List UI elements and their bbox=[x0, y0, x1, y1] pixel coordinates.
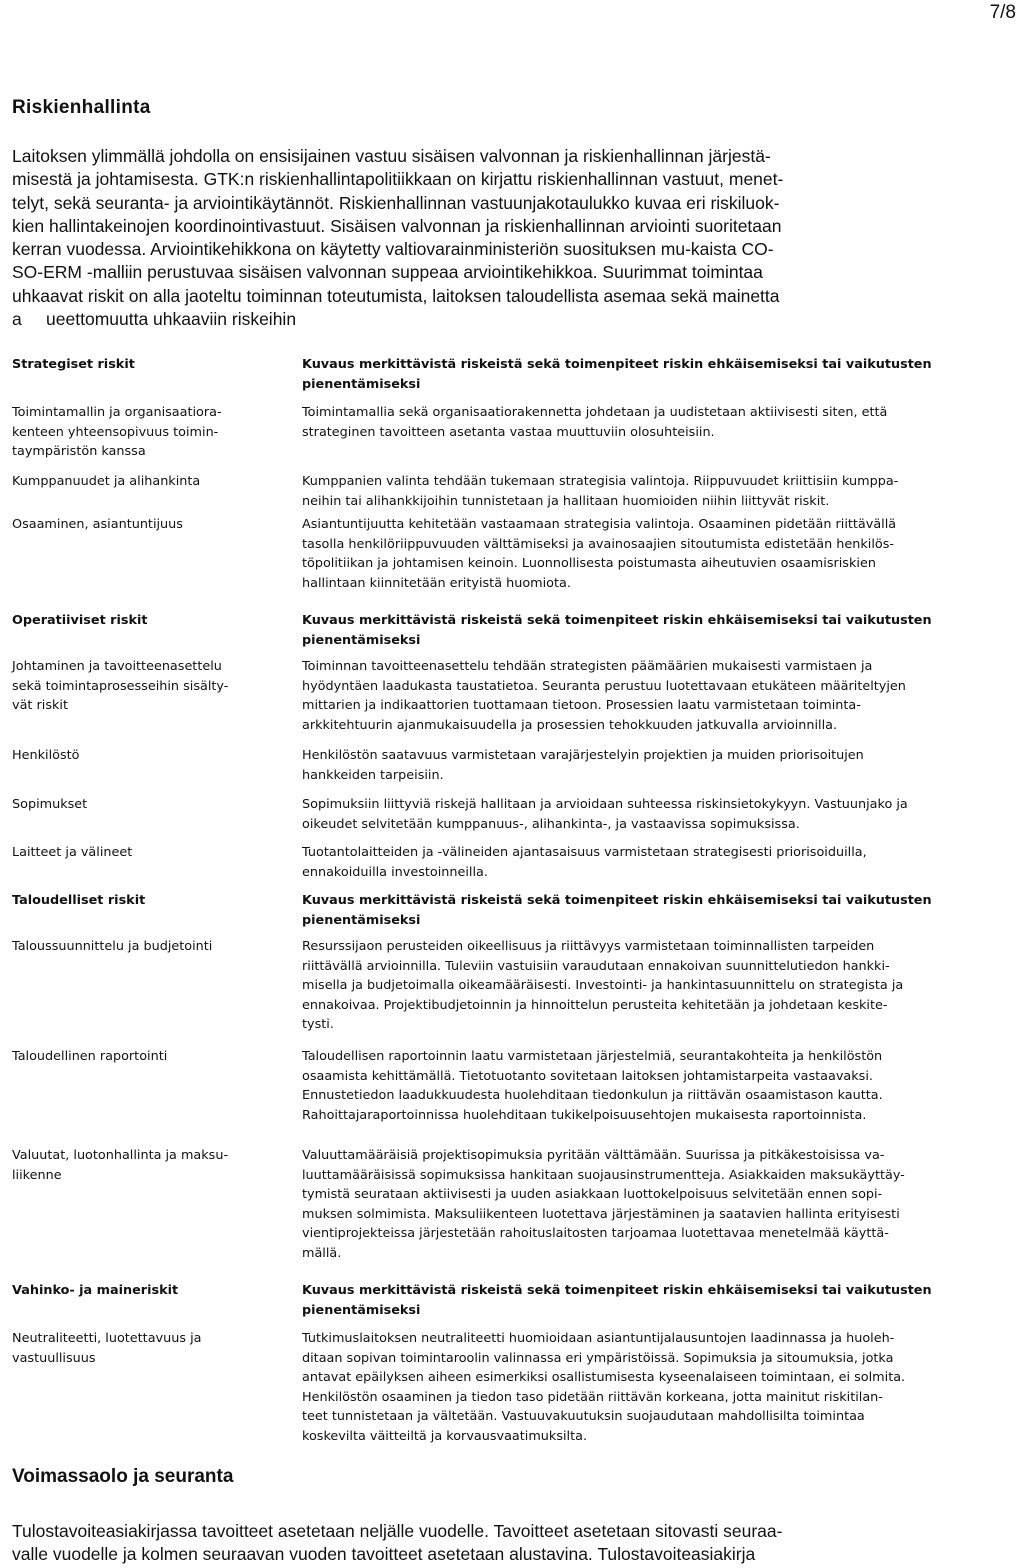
risk-description-line: koskevilta väitteiltä ja korvausvaatimuksilta. bbox=[302, 1428, 588, 1444]
intro-line: uhkaavat riskit on alla jaoteltu toiminnan toteutumista, laitoksen taloudellista asemaa sekä mainetta bbox=[12, 285, 780, 306]
risk-name-line: Valuutat, luotonhallinta ja maksu- bbox=[12, 1148, 229, 1163]
risk-description bbox=[302, 472, 1018, 511]
risk-description-line: osaamista kehittämällä. Tietotuotanto sovitetaan laitoksen johtamistarpeita vastaavaksi. bbox=[302, 1068, 873, 1084]
risk-name-line: Henkilöstö bbox=[12, 748, 80, 763]
risk-description-line: hankkeiden tarpeisiin. bbox=[302, 767, 444, 783]
risk-description-heading bbox=[302, 891, 1018, 930]
risk-description-line: pienentämiseksi bbox=[302, 1302, 421, 1318]
risk-description-line: Kuvaus merkittävistä riskeistä sekä toimenpiteet riskin ehkäisemiseksi tai vaikutusten bbox=[302, 357, 932, 372]
risk-name bbox=[12, 937, 282, 957]
risk-name-line: Taloudelliset riskit bbox=[12, 893, 146, 908]
risk-name bbox=[12, 403, 282, 462]
risk-description-line: riittävällä arvioinnilla. Tuleviin vastuisiin varaudutaan ennakoivan suunnittelutiedon hankki- bbox=[302, 958, 890, 974]
risk-description bbox=[302, 1047, 1018, 1125]
risk-name bbox=[12, 1047, 282, 1067]
risk-description-line: Toiminnan tavoitteenasettelu tehdään strategisten päämäärien mukaisesti varmistaen ja bbox=[302, 659, 873, 674]
risk-name-line: vastuullisuus bbox=[12, 1350, 96, 1366]
risk-description-line: neihin tai alihankkijoihin tunnistetaan ja hallitaan huomioiden niihin liittyvät riskit. bbox=[302, 493, 830, 509]
risk-description bbox=[302, 403, 1018, 442]
intro-paragraph bbox=[12, 145, 1012, 331]
risk-description-line: mittarien ja indikaattorien tuottamaan tietoon. Prosessien laatu varmistetaan toiminta- bbox=[302, 698, 861, 713]
risk-name-line: vät riskit bbox=[12, 698, 68, 713]
risk-name bbox=[12, 1146, 282, 1185]
intro-line: misestä ja johtamisesta. GTK:n riskienhallintapolitiikkaan on kirjattu riskienhallinnan vastuut, menet- bbox=[12, 169, 784, 190]
risk-name bbox=[12, 795, 282, 815]
intro-line: kien hallintakeinojen koordinointivastuut. Sisäisen valvonnan ja riskienhallinnan arviointi suoritetaan bbox=[12, 215, 782, 236]
risk-category-heading bbox=[12, 611, 282, 631]
risk-description-line: Valuuttamääräisiä projektisopimuksia pyritään välttämään. Suurissa ja pitkäkestoisissa va- bbox=[302, 1148, 885, 1163]
page-number: 7/8 bbox=[989, 2, 1016, 23]
risk-description-line: tymistä seurataan aktiivisesti ja uuden asiakkaan luottokelpoisuus selvitetään ennen sopi- bbox=[302, 1187, 883, 1202]
risk-description-line: Kuvaus merkittävistä riskeistä sekä toimenpiteet riskin ehkäisemiseksi tai vaikutusten bbox=[302, 1283, 932, 1298]
risk-category-heading bbox=[12, 355, 282, 375]
risk-name-line: Vahinko- ja maineriskit bbox=[12, 1283, 179, 1298]
risk-name-line: kenteen yhteensopivuus toimin- bbox=[12, 424, 219, 440]
risk-description-line: pienentämiseksi bbox=[302, 376, 421, 392]
risk-description bbox=[302, 937, 1018, 1035]
risk-description-line: Kuvaus merkittävistä riskeistä sekä toimenpiteet riskin ehkäisemiseksi tai vaikutusten bbox=[302, 893, 932, 908]
risk-name-line: Taloudellinen raportointi bbox=[12, 1049, 168, 1064]
risk-description-heading bbox=[302, 611, 1018, 650]
risk-description-line: tysti. bbox=[302, 1017, 334, 1032]
risk-description-line: Tutkimuslaitoksen neutraliteetti huomioidaan asiantuntijalausuntojen laadinnassa ja huoleh- bbox=[302, 1331, 895, 1346]
risk-description-line: vientiprojekteissa järjestetään rahoituslaitosten tarjoamaa luotettavaa menetelmää käyttä- bbox=[302, 1226, 889, 1241]
risk-description-line: mällä. bbox=[302, 1245, 342, 1261]
risk-description-line: ennakoivaa. Projektibudjetoinnin ja hinnoittelun perusteita kehitetään ja johdetaan keskite- bbox=[302, 997, 888, 1013]
risk-name-line: Sopimukset bbox=[12, 797, 88, 812]
risk-description-line: Sopimuksiin liittyviä riskejä hallitaan ja arvioidaan suhteessa riskinsietokykyyn. Vastuunjako ja bbox=[302, 797, 908, 812]
risk-description-line: töpolitiikan ja johtamisen keinoin. Luonnollisesta poistumasta aiheutuvien osaamisriskien bbox=[302, 556, 876, 571]
section-title: Riskienhallinta bbox=[12, 97, 151, 118]
risk-description-line: pienentämiseksi bbox=[302, 912, 421, 928]
risk-name-line: Neutraliteetti, luotettavuus ja bbox=[12, 1331, 202, 1346]
risk-description bbox=[302, 1146, 1018, 1263]
risk-description bbox=[302, 746, 1018, 785]
risk-description-line: teet tunnistetaan ja vältetään. Vastuuvakuutuksin suojaudutaan mahdollisilta toimintaa bbox=[302, 1409, 865, 1424]
risk-description-line: tasolla henkilöriippuvuuden välttämiseksi ja avainosaajien sitoutumista edistetään henkilös- bbox=[302, 536, 894, 552]
risk-description bbox=[302, 657, 1018, 735]
risk-description-heading bbox=[302, 355, 1018, 394]
risk-description-line: Henkilöstön osaaminen ja tiedon taso pidetään riittävän korkeana, jotta mainitut riskitilan- bbox=[302, 1389, 883, 1405]
intro-line: a ueettomuutta uhkaaviin riskeihin bbox=[12, 309, 297, 330]
intro-line: telyt, sekä seuranta- ja arviointikäytännöt. Riskienhallinnan vastuunjakotaulukko kuvaa eri riskiluok- bbox=[12, 192, 780, 213]
risk-category-heading bbox=[12, 1281, 282, 1301]
risk-description-line: Ennustetiedon laadukkuudesta huolehditaan tiedonkulun ja riittävän osaamistason kautta. bbox=[302, 1088, 883, 1103]
risk-name-line: Johtaminen ja tavoitteenasettelu bbox=[12, 659, 222, 674]
risk-description-line: Kumppanien valinta tehdään tukemaan strategisia valintoja. Riippuvuudet kriittisiin kumppa- bbox=[302, 474, 899, 489]
risk-description-line: ditaan sopivan toimintaroolin valinnassa eri ympäristöissä. Sopimuksia ja sitoumuksia, jotka bbox=[302, 1350, 894, 1366]
risk-description-line: Tuotantolaitteiden ja -välineiden ajantasaisuus varmistetaan strategisesti priorisoiduilla, bbox=[302, 845, 867, 860]
risk-description-line: hyödyntäen laadukasta taustatietoa. Seuranta perustuu luotettavaan etukäteen määriteltyjen bbox=[302, 678, 906, 694]
risk-description-line: Taloudellisen raportoinnin laatu varmistetaan järjestelmiä, seurantakohteita ja henkilöstön bbox=[302, 1049, 883, 1064]
risk-name-line: Laitteet ja välineet bbox=[12, 845, 133, 860]
risk-name-line: Toimintamallin ja organisaatiora- bbox=[12, 405, 222, 420]
risk-description bbox=[302, 1329, 1018, 1446]
outro-paragraph bbox=[12, 1520, 1012, 1567]
risk-description-line: arkkitehtuurin ajanmukaisuudella ja prosessien tehokkuuden jatkuvalla arvioinnilla. bbox=[302, 717, 838, 733]
risk-name-line: Strategiset riskit bbox=[12, 357, 135, 372]
risk-description-line: misella ja budjetoimalla oikeamääräisesti. Investointi- ja hankintasuunnittelu on strategista ja bbox=[302, 978, 904, 993]
intro-line: kerran vuodessa. Arviointikehikkona on käytetty valtiovarainministeriön suosituksen mu-kaista CO- bbox=[12, 239, 774, 260]
risk-name bbox=[12, 472, 282, 492]
risk-description-line: hallintaan kiinnitetään erityistä huomiota. bbox=[302, 575, 571, 591]
risk-description-line: antavat epäilyksen aiheen esimerkiksi osallistumisesta kyseenalaiseen toimintaan, ei solmita. bbox=[302, 1370, 906, 1385]
risk-name-line: Kumppanuudet ja alihankinta bbox=[12, 474, 201, 489]
risk-name bbox=[12, 515, 282, 535]
risk-description-line: Kuvaus merkittävistä riskeistä sekä toimenpiteet riskin ehkäisemiseksi tai vaikutusten bbox=[302, 613, 932, 628]
risk-name bbox=[12, 843, 282, 863]
risk-description-line: Henkilöstön saatavuus varmistetaan varajärjestelyin projektien ja muiden priorisoitujen bbox=[302, 748, 864, 763]
risk-name-line: sekä toimintaprosesseihin sisälty- bbox=[12, 678, 229, 694]
risk-name-line: Osaaminen, asiantuntijuus bbox=[12, 517, 183, 532]
risk-description-line: pienentämiseksi bbox=[302, 632, 421, 648]
risk-description-line: luuttamääräisissä sopimuksissa hankitaan suojausinstrumentteja. Asiakkaiden maksukäyttäy- bbox=[302, 1167, 905, 1183]
outro-line: valle vuodelle ja kolmen seuraavan vuoden tavoitteet asetetaan alustavina. Tulostavoiteasiakirja bbox=[12, 1544, 756, 1565]
risk-name-line: liikenne bbox=[12, 1167, 62, 1183]
risk-description-line: Toimintamallia sekä organisaatiorakennetta johdetaan ja uudistetaan aktiivisesti siten, että bbox=[302, 405, 888, 420]
risk-description-line: Resurssijaon perusteiden oikeellisuus ja riittävyys varmistetaan toiminnallisten tarpeiden bbox=[302, 939, 875, 954]
risk-name bbox=[12, 746, 282, 766]
risk-description bbox=[302, 795, 1018, 834]
outro-line: Tulostavoiteasiakirjassa tavoitteet asetetaan neljälle vuodelle. Tavoitteet asetetaan sitovasti seuraa- bbox=[12, 1521, 783, 1541]
risk-description bbox=[302, 515, 1018, 593]
risk-name-line: Operatiiviset riskit bbox=[12, 613, 148, 628]
risk-name bbox=[12, 1329, 282, 1368]
risk-description-line: muksen solmimista. Maksuliikenteen luotettava järjestäminen ja saatavien hallinta erityisesti bbox=[302, 1206, 900, 1222]
risk-name-line: taympäristön kanssa bbox=[12, 444, 146, 459]
risk-name-line: Taloussuunnittelu ja budjetointi bbox=[12, 939, 213, 954]
risk-description-line: Asiantuntijuutta kehitetään vastaamaan strategisia valintoja. Osaaminen pidetään riittävällä bbox=[302, 517, 897, 532]
risk-description-line: strateginen tavoitteen asetanta vastaa muuttuviin olosuhteisiin. bbox=[302, 424, 715, 440]
intro-line: Laitoksen ylimmällä johdolla on ensisijainen vastuu sisäisen valvonnan ja riskienhallinnan järjestä- bbox=[12, 146, 771, 166]
risk-description-line: ennakoiduilla investoinneilla. bbox=[302, 864, 488, 880]
intro-line: SO-ERM -malliin perustuvaa sisäisen valvonnan suppeaa arviointikehikkoa. Suurimmat toimintaa bbox=[12, 262, 763, 283]
risk-name bbox=[12, 657, 282, 716]
risk-description-line: Rahoittajaraportoinnissa huolehditaan tukikelpoisuusehtojen mukaisesta raportoinnista. bbox=[302, 1107, 867, 1123]
risk-description-line: oikeudet selvitetään kumppanuus-, alihankinta-, ja vastaavissa sopimuksissa. bbox=[302, 816, 800, 832]
section2-title: Voimassaolo ja seuranta bbox=[12, 1466, 234, 1487]
risk-description-heading bbox=[302, 1281, 1018, 1320]
risk-category-heading bbox=[12, 891, 282, 911]
risk-description bbox=[302, 843, 1018, 882]
